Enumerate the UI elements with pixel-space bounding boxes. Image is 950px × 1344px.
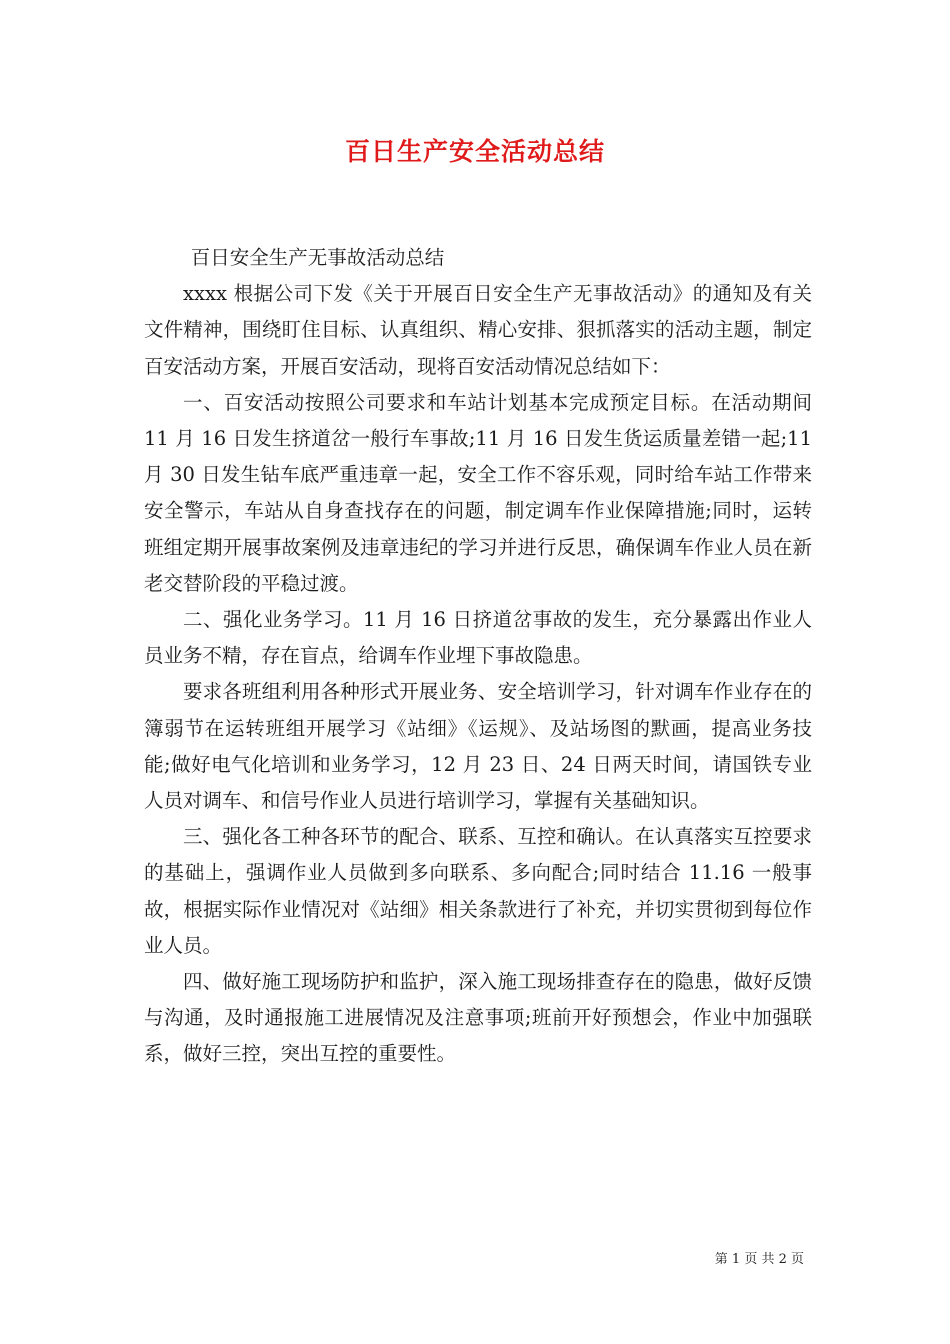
paragraph-section-3: 三、强化各工种各环节的配合、联系、互控和确认。在认真落实互控要求的基础上，强调作业人员做到多向联系、多向配合;同时结合 11.16 一般事故，根据实际作业情况对《站细》相关条款进行了补充，并切实贯彻到每位作业人员。 bbox=[144, 825, 812, 957]
paragraph-section-4: 四、做好施工现场防护和监护，深入施工现场排查存在的隐患，做好反馈与沟通，及时通报施工进展情况及注意事项;班前开好预想会，作业中加强联系，做好三控，突出互控的重要性。 bbox=[144, 970, 812, 1066]
paragraph-section-1: 一、百安活动按照公司要求和车站计划基本完成预定目标。在活动期间 11 月 16 日发生挤道岔一般行车事故;11 月 16 日发生货运质量差错一起;11 月 30 日发生钻车底严重违章一起，安全工作不容乐观，同时给车站工作带来安全警示，车站从自身查找存在的问题，制定调车作业保障措施;同时，运转班组定期开展事故案例及违章违纪的学习并进行反思，确保调车作业人员在新老交替阶段的平稳过渡。 bbox=[144, 390, 812, 595]
page-number-footer: 第 1 页 共 2 页 bbox=[714, 1252, 804, 1267]
document-body bbox=[144, 240, 812, 1073]
paragraph-intro: xxxx 根据公司下发《关于开展百日安全生产无事故活动》的通知及有关文件精神，围绕盯住目标、认真组织、精心安排、狠抓落实的活动主题，制定百安活动方案，开展百安活动，现将百安活动情况总结如下： bbox=[144, 282, 812, 378]
paragraph-section-2-detail: 要求各班组利用各种形式开展业务、安全培训学习，针对调车作业存在的簿弱节在运转班组开展学习《站细》《运规》、及站场图的默画，提高业务技能;做好电气化培训和业务学习，12 月 23 日、24 日两天时间，请国铁专业人员对调车、和信号作业人员进行培训学习，掌握有关基础知识。 bbox=[144, 680, 812, 813]
document-subtitle: 百日安全生产无事故活动总结 bbox=[190, 246, 445, 269]
paragraph-section-2: 二、强化业务学习。11 月 16 日挤道岔事故的发生，充分暴露出作业人员业务不精，存在盲点，给调车作业埋下事故隐患。 bbox=[144, 608, 812, 668]
document-title: 百日生产安全活动总结 bbox=[344, 137, 605, 166]
